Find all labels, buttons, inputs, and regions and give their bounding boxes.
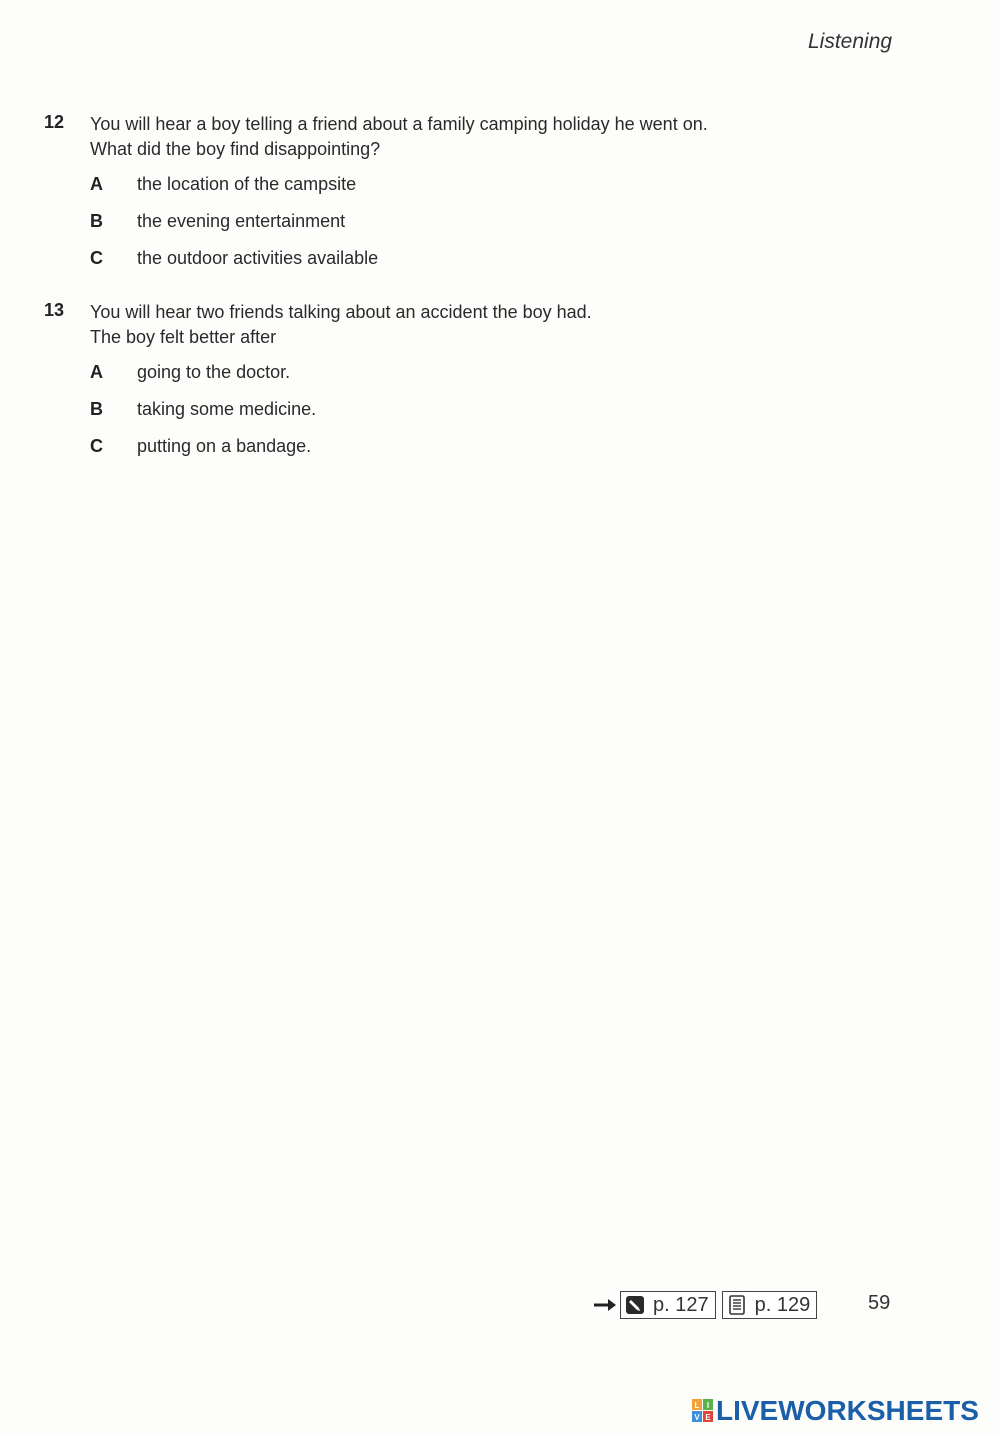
liveworksheets-watermark: [692, 1396, 979, 1426]
liveworksheets-logo-icon: [692, 1399, 714, 1423]
option-text: the outdoor activities available: [137, 248, 379, 268]
ref-label: p. 129: [754, 1293, 811, 1316]
option-12-a[interactable]: [0, 174, 700, 198]
watermark-text: LIVEWORKSHEETS: [716, 1395, 979, 1426]
option-letter: C: [90, 436, 103, 456]
svg-text:E: E: [705, 1413, 711, 1422]
page-number: 59: [868, 1292, 891, 1314]
option-letter: B: [90, 211, 103, 231]
pencil-note-icon: [625, 1295, 645, 1315]
question-number: 12: [44, 112, 65, 132]
option-text: putting on a bandage.: [137, 436, 312, 456]
option-12-c[interactable]: [0, 248, 700, 272]
option-letter: C: [90, 248, 103, 268]
option-text: going to the doctor.: [137, 362, 291, 382]
question-line: You will hear a boy telling a friend about a family camping holiday he went on.: [90, 114, 708, 134]
question-number: 13: [44, 300, 65, 320]
option-13-a[interactable]: [0, 362, 700, 386]
arrow-right-icon: [592, 1295, 618, 1315]
option-letter: B: [90, 399, 103, 419]
option-13-c[interactable]: [0, 436, 700, 460]
svg-text:V: V: [694, 1413, 700, 1422]
question-line: The boy felt better after: [90, 327, 277, 347]
svg-text:I: I: [706, 1401, 710, 1410]
option-text: taking some medicine.: [137, 399, 317, 419]
ref-label: p. 127: [653, 1293, 709, 1316]
document-icon: [727, 1295, 747, 1315]
question-line: What did the boy find disappointing?: [90, 139, 381, 159]
option-letter: A: [90, 362, 103, 382]
question-prompt: [90, 300, 592, 350]
section-title: Listening: [808, 30, 893, 53]
question-line: You will hear two friends talking about an accident the boy had.: [90, 302, 592, 322]
option-text: the location of the campsite: [137, 174, 357, 194]
option-12-b[interactable]: [0, 211, 700, 235]
ref-box-document[interactable]: [722, 1291, 818, 1319]
question-prompt: [90, 112, 708, 162]
page-references: [592, 1290, 823, 1320]
option-text: the evening entertainment: [137, 211, 346, 231]
option-13-b[interactable]: [0, 399, 700, 423]
option-letter: A: [90, 174, 103, 194]
ref-box-pencil[interactable]: [620, 1291, 716, 1319]
svg-text:L: L: [694, 1401, 700, 1410]
